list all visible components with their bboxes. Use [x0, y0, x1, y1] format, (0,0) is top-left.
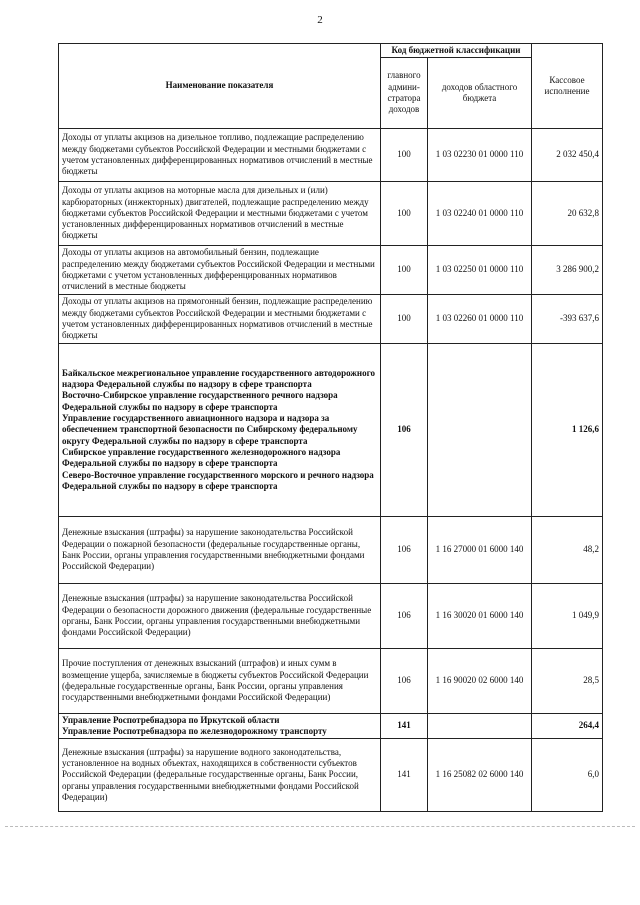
row-admin: 106: [381, 649, 428, 714]
group-106-amount: 1 126,6: [532, 344, 603, 517]
row-code: 1 03 02240 01 0000 110: [428, 182, 532, 246]
row-code: 1 16 30020 01 6000 140: [428, 584, 532, 649]
table-row: [59, 739, 603, 812]
header-code-group: Код бюджетной классификации: [381, 44, 532, 58]
row-admin: 100: [381, 182, 428, 246]
table-row: [59, 129, 603, 182]
row-amount: 1 049,9: [532, 584, 603, 649]
group-106-code: [428, 344, 532, 517]
row-name: Денежные взыскания (штрафы) за нарушение законодательства Российской Федерации о пожарной безопасности (федеральные государственные органы, Банк России, органы управления государственными внебюджетными фондами Российской Федерации): [59, 517, 381, 584]
row-name: Доходы от уплаты акцизов на автомобильный бензин, подлежащие распределению между бюджетами субъектов Российской Федерации и местными бюджетами с учетом установленных дифференцированных нормативов отчислений в местные бюджеты: [59, 246, 381, 295]
group-106-admin: 106: [381, 344, 428, 517]
row-admin: 106: [381, 517, 428, 584]
row-name: Денежные взыскания (штрафы) за нарушение водного законодательства, установленное на водных объектах, находящихся в собственности субъектов Российской Федерации (федеральные государственные органы, Банк России, органы управления государственными внебюджетными фондами Российской Федерации): [59, 739, 381, 812]
table-row: [59, 246, 603, 295]
row-code: 1 03 02230 01 0000 110: [428, 129, 532, 182]
group-106-name: Управление государственного авиационного надзора и надзора за обеспечением транспортной безопасности по Сибирскому федеральному округу Федеральной службы по надзору в сфере транспорта: [62, 413, 358, 446]
group-141-code: [428, 714, 532, 739]
row-amount: 2 032 450,4: [532, 129, 603, 182]
row-amount: 28,5: [532, 649, 603, 714]
row-name: Денежные взыскания (штрафы) за нарушение законодательства Российской Федерации о безопасности дорожного движения (федеральные государственные органы, Банк России, органы управления государственными внебюджетными фондами Российской Федерации): [59, 584, 381, 649]
group-141-amount: 264,4: [532, 714, 603, 739]
group-106-names: [59, 344, 381, 517]
row-code: 1 16 90020 02 6000 140: [428, 649, 532, 714]
group-141-names: [59, 714, 381, 739]
row-amount: 3 286 900,2: [532, 246, 603, 295]
group-row-141: [59, 714, 603, 739]
page-number: 2: [317, 14, 323, 26]
row-name: Прочие поступления от денежных взысканий (штрафов) и иных сумм в возмещение ущерба, зачисляемые в бюджеты субъектов Российской Федерации (федеральные государственные органы, Банк России, органы управления государственными внебюджетными фондами Российской Федерации): [59, 649, 381, 714]
row-amount: -393 637,6: [532, 295, 603, 344]
row-code: 1 03 02250 01 0000 110: [428, 246, 532, 295]
group-row-106: [59, 344, 603, 517]
group-141-admin: 141: [381, 714, 428, 739]
row-name: Доходы от уплаты акцизов на прямогонный бензин, подлежащие распределению между бюджетами субъектов Российской Федерации и местными бюджетами с учетом установленных дифференцированных нормативов отчислений в местные бюджеты: [59, 295, 381, 344]
row-admin: 100: [381, 246, 428, 295]
table-row: [59, 295, 603, 344]
row-amount: 6,0: [532, 739, 603, 812]
group-141-name: Управление Роспотребнадзора по Иркутской области: [62, 714, 280, 725]
row-admin: 100: [381, 129, 428, 182]
row-code: 1 16 25082 02 6000 140: [428, 739, 532, 812]
table-row: [59, 517, 603, 584]
row-amount: 20 632,8: [532, 182, 603, 246]
header-income-code: доходов областного бюджета: [428, 58, 532, 129]
row-name: Доходы от уплаты акцизов на моторные масла для дизельных и (или) карбюраторных (инжекторных) двигателей, подлежащие распределению между бюджетами субъектов Российской Федерации и местными бюджетами с учетом установленных дифференцированных нормативов отчислений в местные бюджеты: [59, 182, 381, 246]
group-106-name: Байкальское межрегиональное управление государственного автодорожного надзора Федеральной службы по надзору в сфере транспорта: [62, 367, 375, 390]
row-code: 1 03 02260 01 0000 110: [428, 295, 532, 344]
header-name: Наименование показателя: [59, 44, 381, 129]
row-admin: 100: [381, 295, 428, 344]
row-code: 1 16 27000 01 6000 140: [428, 517, 532, 584]
header-admin: главного админи-стратора доходов: [381, 58, 428, 129]
group-141-name: Управление Роспотребнадзора по железнодорожному транспорту: [62, 726, 327, 736]
table-row: [59, 584, 603, 649]
row-admin: 106: [381, 584, 428, 649]
header-cash: Кассовое исполнение: [532, 44, 603, 129]
group-106-name: Сибирское управление государственного железнодорожного надзора Федеральной службы по надзору в сфере транспорта: [62, 446, 341, 469]
row-amount: 48,2: [532, 517, 603, 584]
group-106-name: Северо-Восточное управление государственного морского и речного надзора Федеральной службы по надзору в сфере транспорта: [62, 469, 374, 491]
budget-revenue-table: [58, 43, 603, 812]
row-admin: 141: [381, 739, 428, 812]
scan-artifact-line: [5, 826, 635, 827]
group-106-name: Восточно-Сибирское управление государственного речного надзора Федеральной службы по надзору в сфере транспорта: [62, 390, 338, 412]
table-row: [59, 182, 603, 246]
row-name: Доходы от уплаты акцизов на дизельное топливо, подлежащие распределению между бюджетами субъектов Российской Федерации и местными бюджетами с учетом установленных дифференцированных нормативов отчислений в местные бюджеты: [59, 129, 381, 182]
table-row: [59, 649, 603, 714]
